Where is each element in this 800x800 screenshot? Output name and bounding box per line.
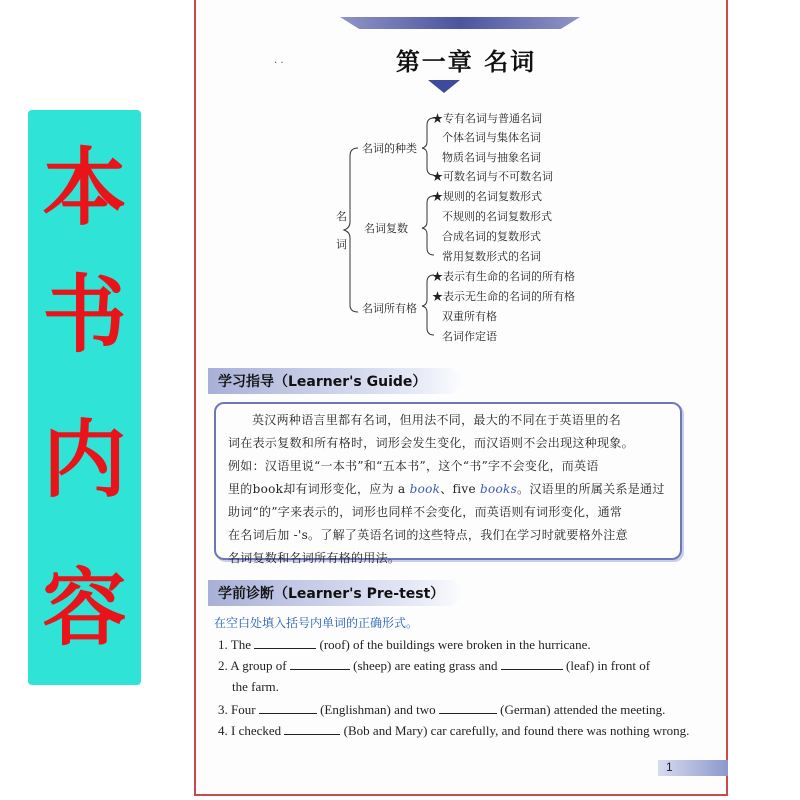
tree-item: 双重所有格 bbox=[442, 310, 497, 323]
pretest-header-label: 学前诊断（Learner's Pre-test） bbox=[218, 586, 445, 602]
question-number: 3. Four bbox=[218, 702, 256, 717]
answer-blank[interactable] bbox=[501, 657, 563, 670]
answer-blank[interactable] bbox=[284, 722, 340, 735]
tree-item: ★专有名词与普通名词 bbox=[432, 112, 542, 125]
banner-char-4: 容 bbox=[42, 558, 127, 657]
question-number: 1. The bbox=[218, 637, 251, 652]
guide-word-books: books bbox=[479, 482, 518, 496]
answer-blank[interactable] bbox=[259, 701, 317, 714]
tree-group-label: 名词的种类 bbox=[362, 142, 417, 155]
question-text: (roof) of the buildings were broken in the hurricane. bbox=[319, 637, 591, 652]
guide-word-book: book bbox=[409, 482, 441, 496]
tree-root-top: 名 bbox=[336, 210, 347, 223]
tree-item: ★表示无生命的名词的所有格 bbox=[432, 290, 575, 303]
guide-line bbox=[228, 478, 668, 501]
answer-blank[interactable] bbox=[290, 657, 350, 670]
guide-line: 英汉两种语言里都有名词，但用法不同，最大的不同在于英语里的名 bbox=[252, 413, 622, 427]
banner-char-1: 本 bbox=[42, 138, 127, 237]
tree-item: 物质名词与抽象名词 bbox=[442, 151, 541, 164]
question-number: 2. A group of bbox=[218, 658, 287, 673]
question-text: (leaf) in front of bbox=[566, 658, 651, 673]
tree-item: 不规则的名词复数形式 bbox=[442, 210, 552, 223]
guide-line: 例如：汉语里说“一本书”和“五本书”，这个“书”字不会变化，而英语 bbox=[228, 459, 599, 473]
question-3 bbox=[218, 701, 665, 718]
tree-item: 名词作定语 bbox=[442, 330, 497, 343]
pretest-instruction: 在空白处填入括号内单词的正确形式。 bbox=[214, 616, 419, 630]
guide-line: 词在表示复数和所有格时，词形会发生变化，而汉语则不会出现这种现象。 bbox=[228, 436, 634, 450]
question-2 bbox=[218, 657, 650, 674]
question-4 bbox=[218, 722, 689, 739]
tree-item: ★规则的名词复数形式 bbox=[432, 190, 542, 203]
guide-line-part: 。汉语里的所属关系是通过 bbox=[517, 482, 665, 496]
tree-group-label: 名词复数 bbox=[364, 222, 408, 235]
tree-item: 个体名词与集体名词 bbox=[442, 131, 541, 144]
answer-blank[interactable] bbox=[439, 701, 497, 714]
tree-item: ★表示有生命的名词的所有格 bbox=[432, 270, 575, 283]
guide-box bbox=[214, 402, 682, 565]
tree-item: 合成名词的复数形式 bbox=[442, 230, 541, 243]
page-number: 1 bbox=[666, 760, 673, 774]
guide-line: 在名词后加 -'s。了解了英语名词的这些特点，我们在学习时就要格外注意 bbox=[228, 528, 628, 542]
guide-line: 名词复数和名词所有格的用法。 bbox=[228, 551, 401, 565]
guide-line-part: 里的book却有词形变化，应为 a bbox=[228, 482, 410, 496]
question-2-cont: the farm. bbox=[232, 679, 279, 694]
question-1 bbox=[218, 636, 591, 653]
decorative-dots: · · bbox=[274, 58, 284, 69]
guide-line-part: 、five bbox=[440, 482, 480, 496]
banner-char-3: 内 bbox=[42, 410, 127, 509]
tree-item: 常用复数形式的名词 bbox=[442, 250, 541, 263]
guide-line: 助词“的”字来表示的，词形也同样不会变化，而英语则有词形变化，通常 bbox=[228, 505, 623, 519]
question-number: 4. I checked bbox=[218, 723, 282, 738]
tree-item: ★可数名词与不可数名词 bbox=[432, 170, 553, 183]
side-banner bbox=[28, 110, 141, 685]
question-text: (Bob and Mary) car carefully, and found there was nothing wrong. bbox=[343, 723, 690, 738]
tree-root-bottom: 词 bbox=[336, 238, 347, 251]
question-text: (sheep) are eating grass and bbox=[353, 658, 498, 673]
answer-blank[interactable] bbox=[254, 636, 316, 649]
banner-char-2: 书 bbox=[42, 265, 127, 364]
tree-group-label: 名词所有格 bbox=[362, 302, 417, 315]
book-page bbox=[194, 0, 728, 796]
chapter-title: 第一章 名词 bbox=[395, 48, 537, 76]
question-text: (German) attended the meeting. bbox=[500, 702, 666, 717]
question-text: (Englishman) and two bbox=[320, 702, 436, 717]
guide-header-label: 学习指导（Learner's Guide） bbox=[218, 374, 427, 390]
